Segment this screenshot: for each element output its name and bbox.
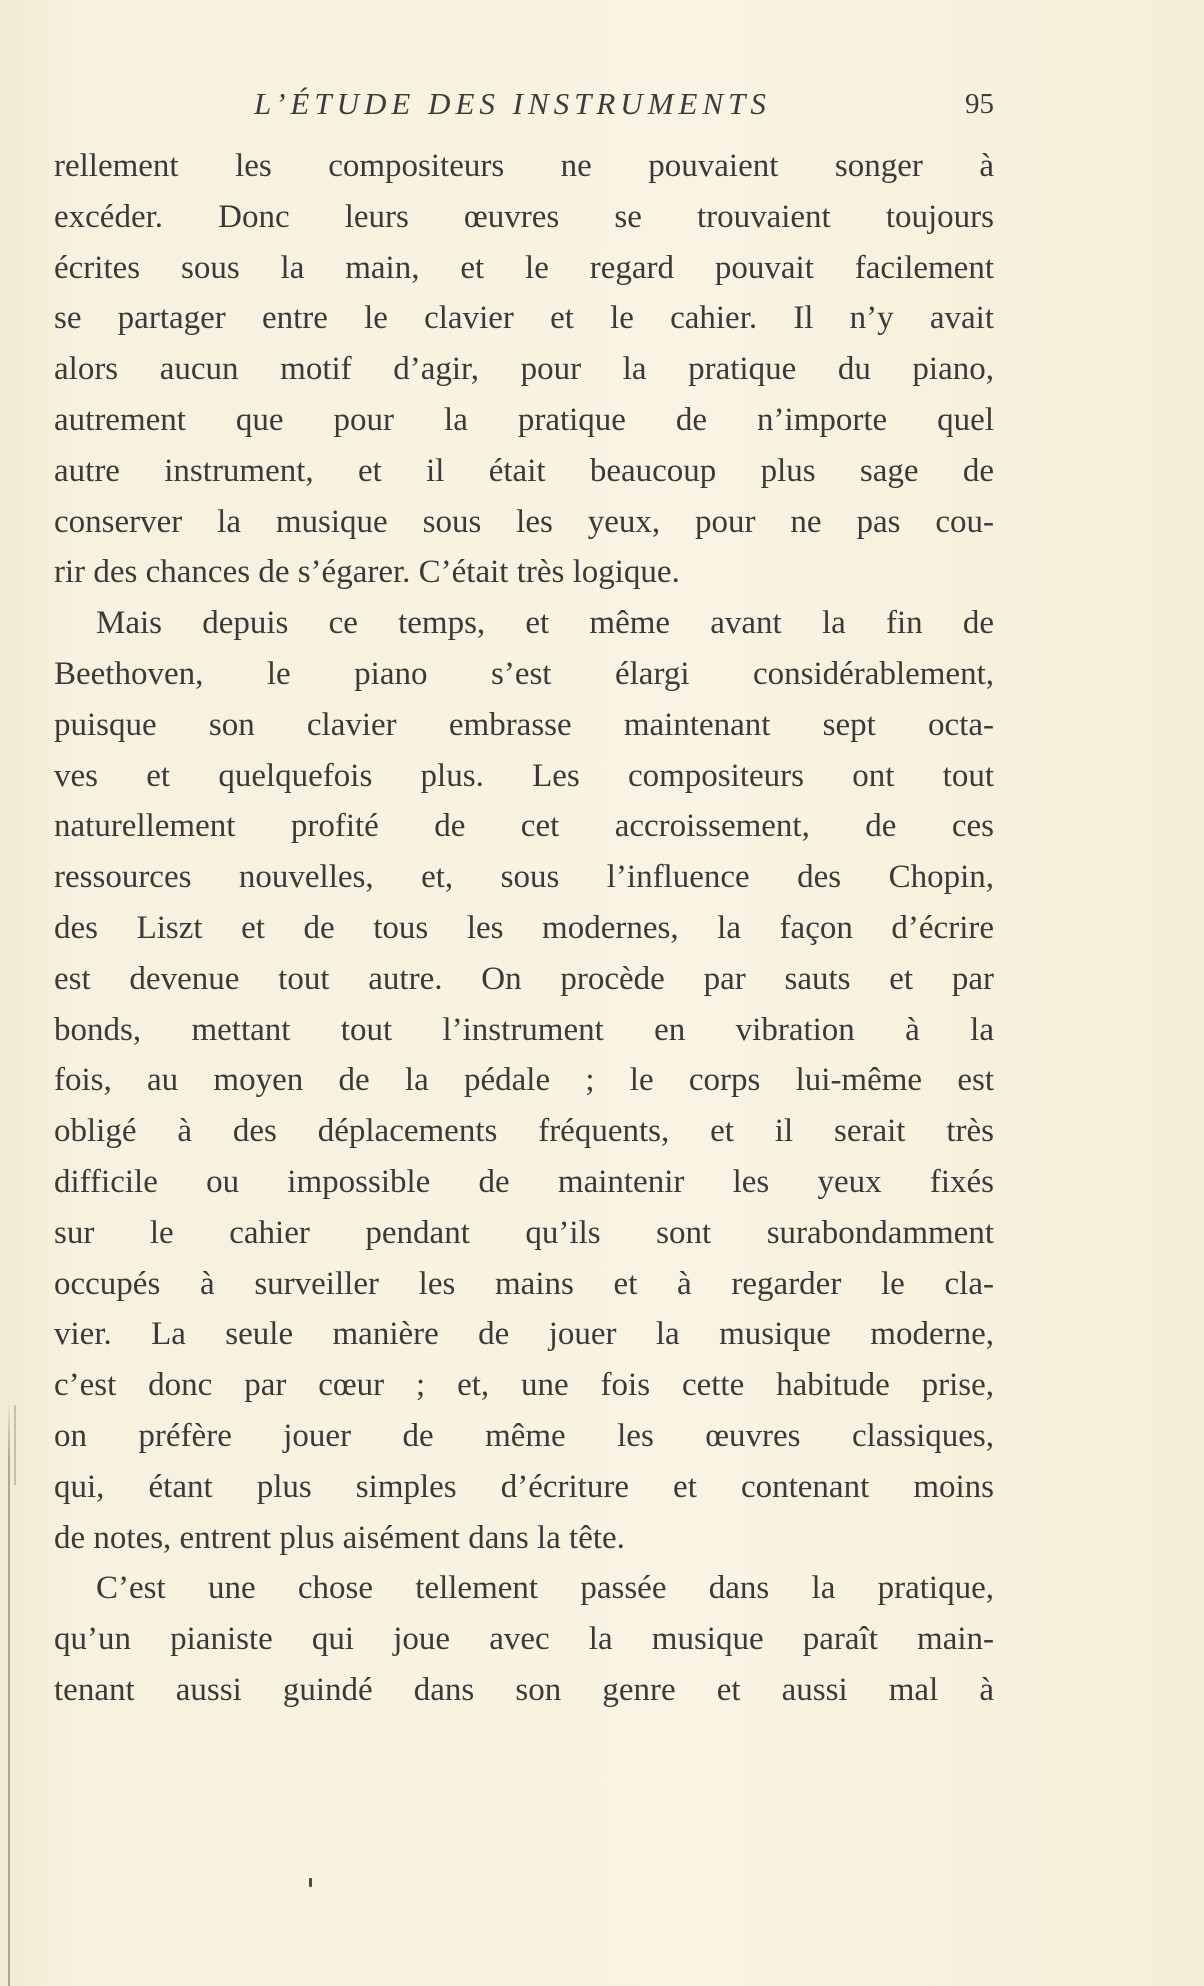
binding-edge-shadow <box>14 1405 16 1485</box>
text-line: ressources nouvelles, et, sous l’influence des Chopin, <box>54 859 994 896</box>
text-line: fois, au moyen de la pédale ; le corps lui-même est <box>54 1062 994 1099</box>
text-line: on préfère jouer de même les œuvres classiques, <box>54 1417 994 1454</box>
text-line: obligé à des déplacements fréquents, et il serait très <box>54 1113 994 1150</box>
text-line: se partager entre le clavier et le cahier. Il n’y avait <box>54 300 994 337</box>
text-line: des Liszt et de tous les modernes, la façon d’écrire <box>54 909 994 946</box>
text-line: sur le cahier pendant qu’ils sont surabondamment <box>54 1214 994 1251</box>
text-line: écrites sous la main, et le regard pouvait facilement <box>54 249 994 286</box>
running-title: L’ÉTUDE DES INSTRUMENTS <box>254 86 771 121</box>
ink-speck <box>309 1878 312 1887</box>
text-line: qu’un pianiste qui joue avec la musique paraît main- <box>54 1621 994 1658</box>
text-line: rellement les compositeurs ne pouvaient songer à <box>54 148 994 184</box>
page-header <box>54 86 994 126</box>
text-line: est devenue tout autre. On procède par sauts et par <box>54 960 994 997</box>
text-line: rir des chances de s’égarer. C’était très logique. <box>54 554 680 591</box>
text-line: tenant aussi guindé dans son genre et aussi mal à <box>54 1671 994 1708</box>
text-line: Mais depuis ce temps, et même avant la fin de <box>96 605 994 642</box>
text-line: ves et quelquefois plus. Les compositeurs ont tout <box>54 757 994 794</box>
text-line: Beethoven, le piano s’est élargi considérablement, <box>54 655 994 692</box>
text-line: vier. La seule manière de jouer la musique moderne, <box>54 1316 994 1353</box>
binding-edge-line <box>8 1400 10 1986</box>
text-line: autre instrument, et il était beaucoup plus sage de <box>54 452 994 489</box>
text-line: occupés à surveiller les mains et à regarder le cla- <box>54 1265 994 1302</box>
body-text <box>54 141 994 1716</box>
text-line: de notes, entrent plus aisément dans la tête. <box>54 1519 625 1556</box>
text-line: difficile ou impossible de maintenir les yeux fixés <box>54 1163 994 1200</box>
page-number: 95 <box>965 88 994 120</box>
text-line: conserver la musique sous les yeux, pour ne pas cou- <box>54 503 994 540</box>
text-line: c’est donc par cœur ; et, une fois cette habitude prise, <box>54 1367 994 1404</box>
text-line: bonds, mettant tout l’instrument en vibration à la <box>54 1011 994 1048</box>
text-line: naturellement profité de cet accroissement, de ces <box>54 808 994 845</box>
text-line: excéder. Donc leurs œuvres se trouvaient toujours <box>54 198 994 235</box>
text-line: puisque son clavier embrasse maintenant sept octa- <box>54 706 994 743</box>
text-line: qui, étant plus simples d’écriture et contenant moins <box>54 1468 994 1505</box>
text-line: C’est une chose tellement passée dans la pratique, <box>96 1570 994 1607</box>
text-line: alors aucun motif d’agir, pour la pratique du piano, <box>54 351 994 388</box>
text-line: autrement que pour la pratique de n’importe quel <box>54 401 994 438</box>
